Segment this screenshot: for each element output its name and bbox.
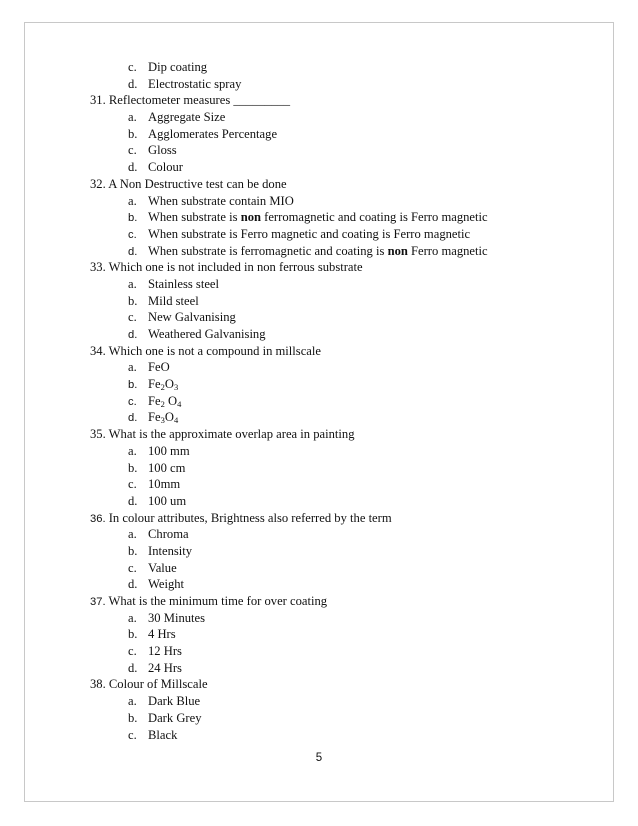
option-letter: d.: [128, 76, 138, 91]
question-line: [90, 343, 550, 360]
answer-option: [90, 693, 550, 710]
option-letter: c.: [128, 727, 137, 742]
question-text: Colour of Millscale: [108, 677, 208, 692]
option-letter: c.: [128, 560, 137, 575]
option-text: Black: [148, 727, 178, 742]
question-number: 31.: [90, 93, 106, 108]
question-text: What is the minimum time for over coating: [108, 594, 328, 608]
option-text: 12 Hrs: [148, 644, 182, 659]
option-text: FeO: [148, 360, 170, 375]
question-text: A Non Destructive test can be done: [108, 176, 287, 191]
question-number: 38.: [90, 677, 106, 692]
option-letter: d.: [128, 493, 138, 508]
answer-option: [90, 493, 550, 510]
text-run: ferromagnetic and coating is Ferro magnetic: [261, 210, 488, 225]
answer-option: [90, 526, 550, 543]
option-text: [148, 394, 181, 408]
answer-option: [90, 209, 550, 226]
option-letter: d.: [128, 160, 138, 175]
emphasis: non: [387, 243, 408, 258]
option-letter: b.: [128, 379, 138, 392]
option-text: Dip coating: [148, 60, 208, 74]
text-run: When substrate is ferromagnetic and coating is: [148, 243, 388, 258]
question-line: [90, 92, 550, 109]
option-text: Aggregate Size: [148, 110, 226, 125]
question-text: Reflectometer measures _________: [108, 93, 291, 108]
question-number: 34.: [90, 343, 106, 358]
text-run: Fe: [148, 410, 161, 425]
answer-option: [90, 59, 550, 76]
option-letter: a.: [128, 694, 137, 709]
option-letter: a.: [128, 527, 137, 542]
option-letter: d.: [128, 577, 138, 592]
answer-option: [90, 76, 550, 93]
question-number: 32.: [90, 176, 106, 191]
option-text: When substrate contain MIO: [148, 193, 294, 208]
text-run: Ferro magnetic: [407, 243, 488, 258]
subscript: 4: [173, 415, 179, 426]
option-letter: c.: [128, 644, 137, 659]
answer-option: [90, 326, 550, 343]
option-text: 4 Hrs: [148, 627, 176, 642]
answer-option: [90, 142, 550, 159]
question-line: [90, 510, 550, 527]
question-list: [90, 59, 550, 743]
subscript: 2: [160, 398, 165, 409]
text-run: Fe: [148, 377, 161, 392]
answer-option: [90, 309, 550, 326]
option-text: 100 mm: [148, 443, 190, 458]
option-letter: d.: [128, 412, 138, 425]
question-line: [90, 176, 550, 193]
option-text: [148, 410, 178, 424]
text-run: O: [164, 377, 174, 392]
question-text: Which one is not included in non ferrous substrate: [108, 260, 363, 275]
answer-option: [90, 226, 550, 243]
answer-option: [90, 710, 550, 727]
option-letter: b.: [128, 710, 138, 725]
question-number: 33.: [90, 260, 106, 275]
option-text: Dark Blue: [148, 694, 201, 709]
option-text: Weathered Galvanising: [148, 327, 266, 341]
answer-option: [90, 393, 550, 410]
answer-option: [90, 159, 550, 176]
answer-option: [90, 409, 550, 426]
answer-option: [90, 109, 550, 126]
text-run: When substrate is: [148, 210, 241, 225]
text-run: O: [164, 410, 174, 425]
answer-option: [90, 293, 550, 310]
answer-option: [90, 610, 550, 627]
option-letter: b.: [128, 627, 138, 642]
question-number: 35.: [90, 427, 106, 442]
option-text: Mild steel: [148, 293, 199, 308]
subscript: 4: [177, 398, 182, 409]
answer-option: [90, 576, 550, 593]
option-text: Weight: [148, 577, 185, 592]
option-text: 100 um: [148, 493, 187, 508]
option-letter: a.: [128, 276, 137, 291]
answer-option: [90, 626, 550, 643]
option-letter: a.: [128, 610, 137, 625]
option-text: Chroma: [148, 527, 189, 542]
option-letter: c.: [128, 395, 137, 408]
answer-option: [90, 443, 550, 460]
option-text: When substrate is Ferro magnetic and coating is Ferro magnetic: [148, 226, 471, 241]
question-text: In colour attributes, Brightness also referred by the term: [108, 510, 392, 525]
emphasis: non: [240, 210, 261, 225]
option-letter: a.: [128, 110, 137, 125]
question-number: 37.: [90, 596, 106, 608]
answer-option: [90, 126, 550, 143]
option-text: Gloss: [148, 143, 177, 158]
option-text: [148, 377, 178, 391]
answer-option: [90, 476, 550, 493]
answer-option: [90, 376, 550, 393]
answer-option: [90, 543, 550, 560]
question-line: [90, 426, 550, 443]
option-text: Agglomerates Percentage: [148, 126, 278, 141]
question-text: What is the approximate overlap area in painting: [108, 427, 355, 442]
option-letter: b.: [128, 460, 138, 475]
option-letter: d.: [128, 660, 138, 675]
option-letter: b.: [128, 293, 138, 308]
question-text: Which one is not a compound in millscale: [108, 343, 321, 358]
option-letter: b.: [128, 126, 138, 141]
answer-option: [90, 359, 550, 376]
option-letter: c.: [128, 60, 137, 74]
option-text: Intensity: [148, 543, 193, 558]
option-letter: b.: [128, 212, 138, 225]
answer-option: [90, 460, 550, 477]
text-run: Fe: [148, 393, 161, 408]
option-text: New Galvanising: [148, 310, 236, 325]
option-text: Dark Grey: [148, 710, 202, 725]
answer-option: [90, 560, 550, 577]
question-number: 36.: [90, 512, 106, 525]
question-line: [90, 593, 550, 610]
option-text: 100 cm: [148, 460, 186, 475]
subscript: 3: [173, 382, 179, 393]
text-run: O: [164, 393, 178, 408]
option-text: Value: [148, 560, 177, 575]
answer-option: [90, 727, 550, 744]
option-letter: d.: [128, 245, 138, 258]
option-text: 24 Hrs: [148, 660, 182, 675]
option-letter: c.: [128, 310, 137, 325]
option-letter: c.: [128, 143, 137, 158]
option-letter: a.: [128, 360, 137, 375]
option-letter: d.: [128, 329, 138, 341]
option-letter: a.: [128, 443, 137, 458]
answer-option: [90, 643, 550, 660]
question-line: [90, 259, 550, 276]
subscript: 2: [160, 382, 165, 393]
option-letter: c.: [128, 228, 137, 241]
answer-option: [90, 276, 550, 293]
answer-option: [90, 193, 550, 210]
answer-option: [90, 243, 550, 260]
option-text: [148, 210, 488, 224]
answer-option: [90, 660, 550, 677]
option-letter: a.: [128, 193, 137, 208]
page-number: 5: [315, 752, 323, 764]
option-letter: b.: [128, 543, 138, 558]
option-text: Colour: [148, 160, 183, 175]
subscript: 3: [160, 415, 165, 426]
option-text: Stainless steel: [148, 276, 220, 291]
option-text: Electrostatic spray: [148, 76, 242, 91]
option-letter: c.: [128, 477, 137, 492]
option-text: 30 Minutes: [148, 610, 206, 625]
option-text: [148, 244, 488, 258]
question-line: [90, 676, 550, 693]
option-text: 10mm: [148, 477, 181, 492]
